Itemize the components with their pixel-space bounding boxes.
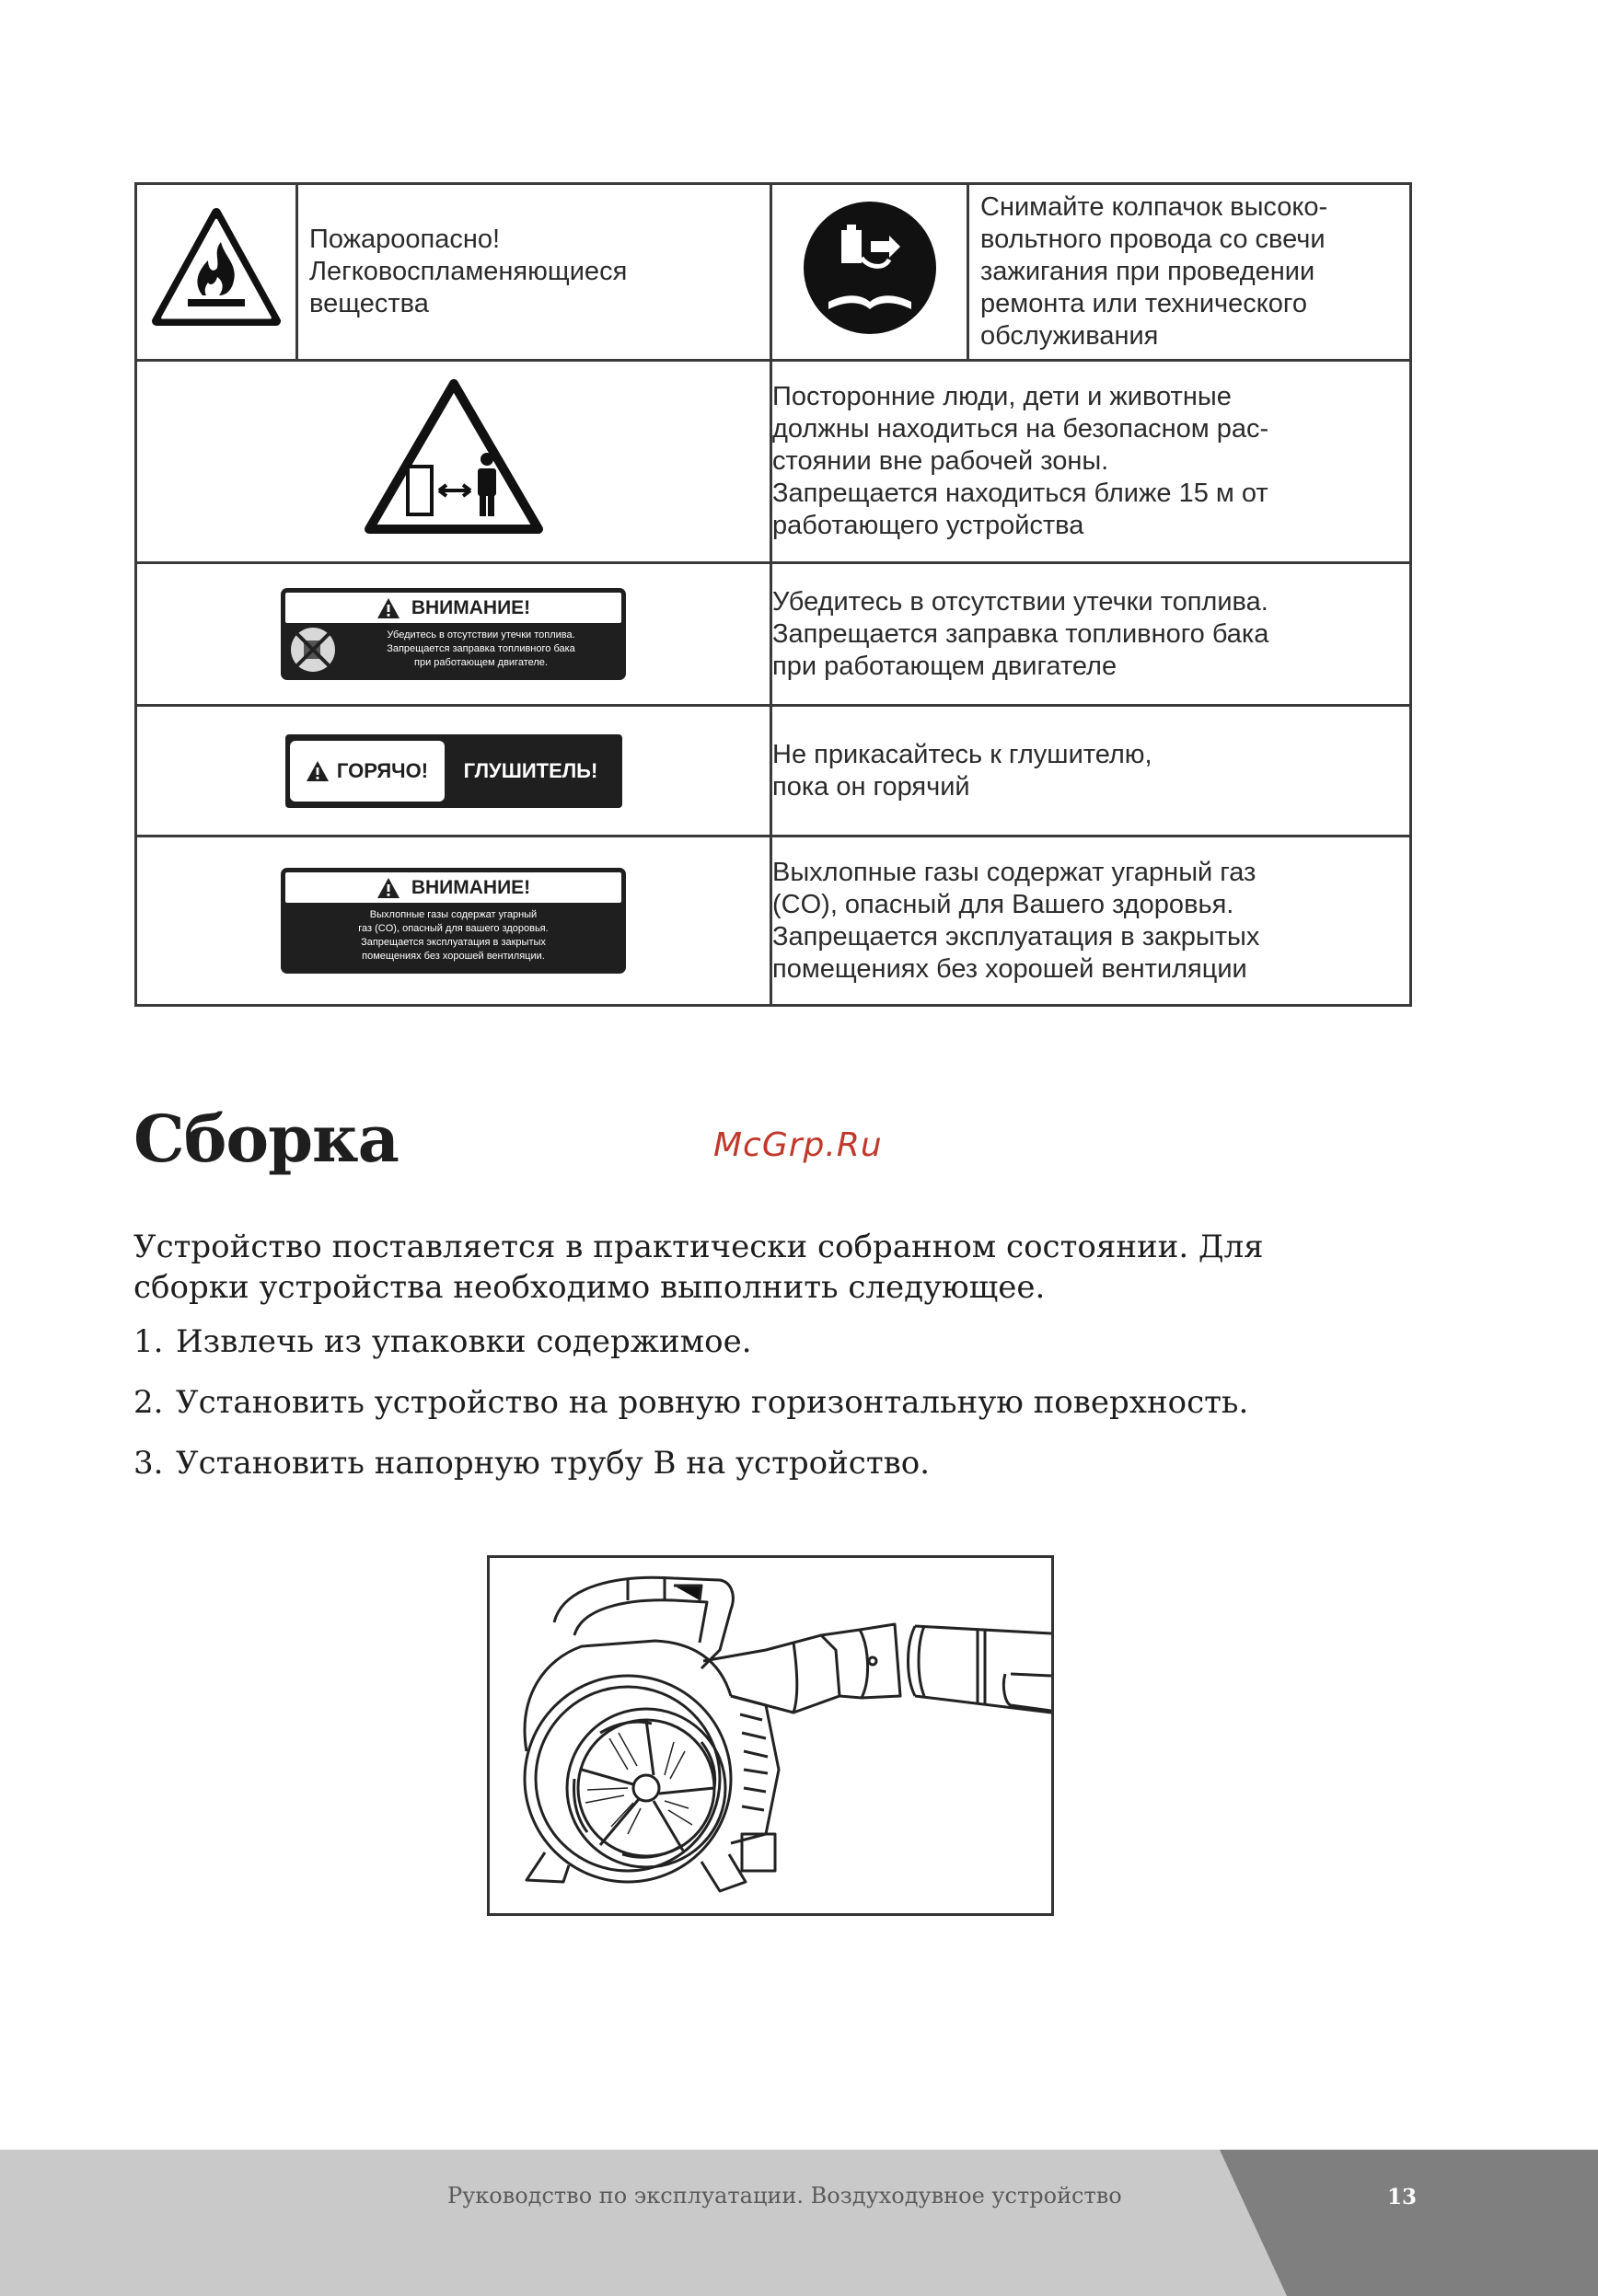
warning-triangle-icon xyxy=(376,877,400,899)
warning-triangle-icon xyxy=(376,597,400,619)
fire-hazard-text: Пожароопасно! Легковоспламеняющиеся вещества xyxy=(297,184,771,361)
safe-distance-icon xyxy=(362,375,546,540)
table-row xyxy=(136,361,1411,563)
no-fuel-icon xyxy=(285,624,341,675)
step-text: Установить напорную трубу В на устройство. xyxy=(176,1445,931,1482)
table-row xyxy=(136,563,1411,706)
blower-assembly-figure xyxy=(487,1555,1054,1916)
step-text: Установить устройство на ровную горизонтальную поверхность. xyxy=(176,1384,1249,1421)
footer-title: Руководство по эксплуатации. Воздуходувное устройство xyxy=(447,2183,1122,2209)
spark-plug-cell xyxy=(771,184,968,361)
table-row xyxy=(136,706,1411,836)
safety-symbols-table xyxy=(134,182,1412,1007)
fire-hazard-icon xyxy=(147,203,285,332)
safe-distance-text: Посторонние люди, дети и животные должны находиться на безопасном рас- стоянии вне рабочей зоны. Запрещается находиться ближе 15 м от работающего устройства xyxy=(771,361,1411,563)
hot-muffler-label xyxy=(285,734,622,808)
step-number: 3. xyxy=(133,1445,164,1482)
spark-plug-manual-icon xyxy=(801,199,939,337)
label-title: ВНИМАНИЕ! xyxy=(411,877,531,898)
safe-distance-cell xyxy=(136,361,771,563)
watermark-link[interactable]: McGrp.Ru xyxy=(713,1126,883,1164)
footer-page-tab xyxy=(1220,2150,1598,2296)
step-number: 2. xyxy=(133,1384,164,1421)
table-row xyxy=(136,184,1411,361)
exhaust-warning-text: Выхлопные газы содержат угарный газ (CO), опасный для Вашего здоровья. Запрещается эксплуатация в закрытых помещениях без хорошей вентиляции xyxy=(771,836,1411,1006)
table-row xyxy=(136,836,1411,1006)
assembly-steps xyxy=(133,1323,1248,1506)
hot-muffler-text: Не прикасайтесь к глушителю, пока он горячий xyxy=(771,706,1411,836)
fuel-warning-cell xyxy=(136,563,771,706)
exhaust-warning-cell xyxy=(136,836,771,1006)
label-title: ВНИМАНИЕ! xyxy=(411,597,531,618)
blower-illustration xyxy=(490,1558,1051,1913)
fuel-warning-label: ВНИМАНИЕ! Убедитесь в отсутствии утечки топлива. Запрещается заправка топливного бака при работающем двигателе. xyxy=(281,588,626,680)
list-item xyxy=(133,1384,1248,1445)
label-muffler: ГЛУШИТЕЛЬ! xyxy=(463,759,598,782)
spark-plug-text: Снимайте колпачок высоко- вольтного провода со свечи зажигания при проведении ремонта или технического обслуживания xyxy=(968,184,1411,361)
section-title: Сборка xyxy=(133,1101,399,1177)
step-text: Извлечь из упаковки содержимое. xyxy=(176,1323,752,1360)
page-number: 13 xyxy=(1387,2185,1418,2209)
page-footer xyxy=(0,2150,1598,2296)
exhaust-warning-label: ВНИМАНИЕ! Выхлопные газы содержат угарный газ (CO), опасный для вашего здоровья. Запрещается эксплуатация в закрытых помещениях без хорошей вентиляции. xyxy=(281,868,626,974)
hot-muffler-cell xyxy=(136,706,771,836)
list-item xyxy=(133,1445,1248,1506)
intro-paragraph: Устройство поставляется в практически собранном состоянии. Для сборки устройства необходимо выполнить следующее. xyxy=(133,1229,1264,1306)
fuel-warning-text: Убедитесь в отсутствии утечки топлива. Запрещается заправка топливного бака при работающем двигателе xyxy=(771,563,1411,706)
step-number: 1. xyxy=(133,1323,164,1360)
label-hot: ГОРЯЧО! xyxy=(336,759,429,782)
fire-hazard-cell xyxy=(136,184,297,361)
list-item xyxy=(133,1323,1248,1384)
warning-triangle-icon xyxy=(306,760,330,782)
